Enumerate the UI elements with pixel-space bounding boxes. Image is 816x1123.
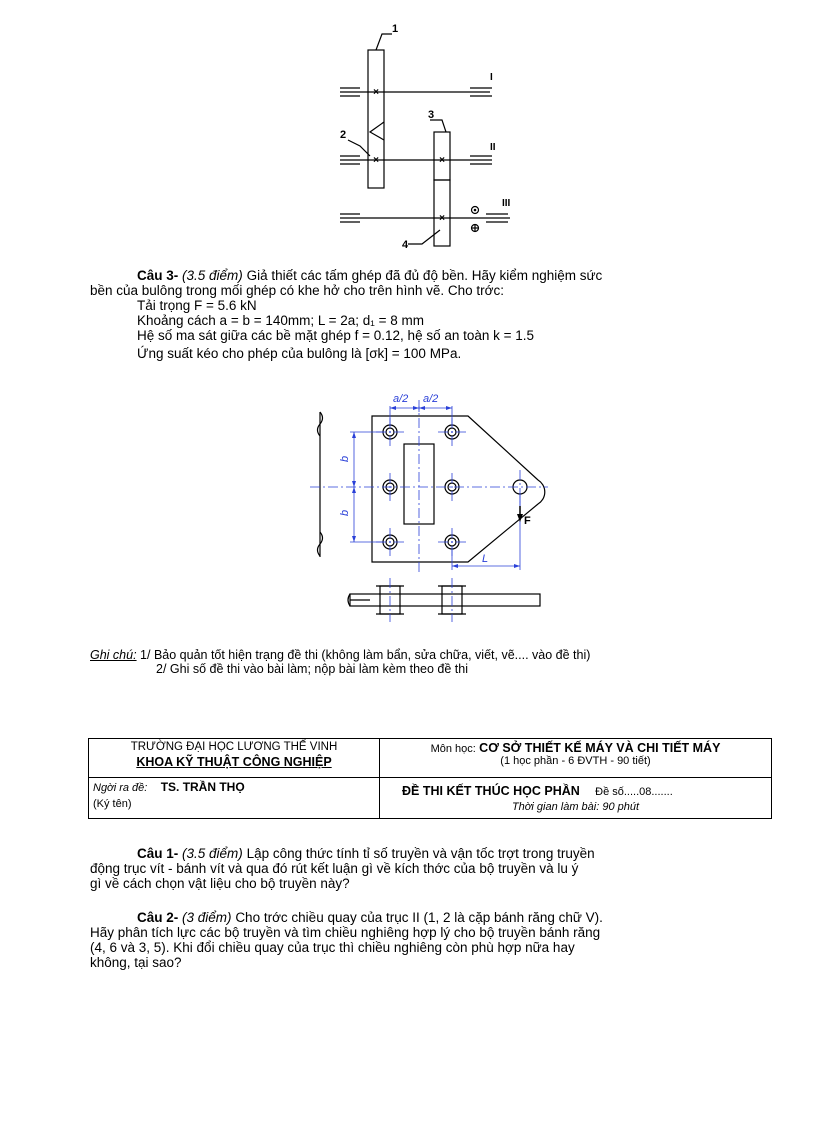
force-label: F — [524, 515, 531, 527]
question-1-line2: động trục vít - bánh vít và qua đó rút kết luận gì về kích thớc của bộ truyền và lu ý — [90, 861, 579, 876]
shaft-label-3: III — [502, 198, 511, 209]
question-3-label: Câu 3- — [137, 268, 179, 283]
question-2-line3: (4, 6 và 3, 5). Khi đổi chiều quay của trục thì chiều nghiêng còn phù hợp nữa hay — [90, 940, 575, 955]
question-3 — [90, 268, 790, 361]
dim-L: L — [482, 553, 489, 565]
dim-a-half-left: a/2 — [393, 393, 409, 405]
svg-text:×: × — [373, 87, 379, 98]
gear-label-2: 2 — [340, 129, 347, 141]
question-3-line1: Giả thiết các tấm ghép đã đủ độ bền. Hãy kiểm nghiệm sức — [246, 268, 603, 283]
question-1-points: (3.5 điểm) — [182, 846, 243, 861]
shaft-label-2: II — [490, 142, 496, 153]
faculty-name: KHOA KỸ THUẬT CÔNG NGHIỆP — [136, 755, 332, 769]
question-2-line4: không, tại sao? — [90, 955, 182, 970]
question-3-stress: Ứng suất kéo cho phép của bulông là [σk] = 100 MPa. — [137, 346, 462, 361]
gear-train-diagram — [330, 20, 530, 260]
dim-b-upper: b — [339, 455, 351, 462]
question-3-load: Tải trọng F = 5.6 kN — [137, 298, 257, 313]
gear-label-3: 3 — [428, 109, 435, 121]
dim-b-lower: b — [339, 509, 351, 516]
dim-a-half-right: a/2 — [423, 393, 439, 405]
question-2-line1: Cho trớc chiều quay của trục II (1, 2 là cặp bánh răng chữ V). — [235, 910, 603, 925]
signature-note: (Ký tên) — [93, 798, 132, 810]
subject-name: CƠ SỞ THIẾT KẾ MÁY VÀ CHI TIẾT MÁY — [479, 741, 721, 755]
question-3-points: (3.5 điểm) — [182, 268, 243, 283]
author-name: TS. TRẦN THỌ — [160, 780, 245, 794]
author-label: Ngời ra đề: — [93, 782, 148, 794]
subject-label: Môn học: — [430, 743, 476, 755]
gear-label-1: 1 — [392, 23, 399, 35]
subject-credits: (1 học phần - 6 ĐVTH - 90 tiết) — [500, 755, 651, 767]
question-2-line2: Hãy phân tích lực các bộ truyền và tìm chiều nghiêng hợp lý cho bộ truyền bánh răng — [90, 925, 601, 940]
bolted-joint-diagram — [310, 382, 550, 632]
note-1: 1/ Bảo quản tốt hiện trạng đề thi (không làm bẩn, sửa chữa, viết, vẽ.... vào đề thi) — [140, 648, 591, 662]
notes-label: Ghi chú: — [90, 648, 137, 662]
svg-text:×: × — [373, 155, 379, 166]
gear-label-4: 4 — [402, 239, 409, 251]
exam-number: Đề số.....08....... — [595, 786, 673, 798]
note-2: 2/ Ghi số đề thi vào bài làm; nộp bài làm kèm theo đề thi — [156, 662, 468, 676]
exam-header-table — [88, 738, 772, 819]
question-1-label: Câu 1- — [137, 846, 179, 861]
school-name: TRƯỜNG ĐẠI HỌC LƯƠNG THẾ VINH — [130, 741, 338, 753]
question-1-line3: gì về cách chọn vật liệu cho bộ truyền này? — [90, 876, 350, 891]
question-2 — [90, 910, 790, 970]
svg-text:×: × — [439, 213, 445, 224]
svg-text:×: × — [439, 155, 445, 166]
question-1 — [90, 846, 790, 891]
shaft-label-1: I — [490, 72, 493, 83]
question-2-label: Câu 2- — [137, 910, 179, 925]
notes — [90, 648, 790, 676]
question-2-points: (3 điểm) — [182, 910, 232, 925]
exam-title: ĐỀ THI KẾT THÚC HỌC PHẦN — [402, 784, 580, 798]
question-3-distance: Khoảng cách a = b = 140mm; L = 2a; d₁ = 8 mm — [137, 313, 424, 328]
question-3-friction: Hệ số ma sát giữa các bề mặt ghép f = 0.12, hệ số an toàn k = 1.5 — [137, 328, 535, 343]
question-1-line1: Lập công thức tính tỉ số truyền và vận tốc trợt trong truyền — [246, 846, 595, 861]
question-3-line2: bền của bulông trong mối ghép có khe hở cho trên hình vẽ. Cho trớc: — [90, 283, 504, 298]
exam-time: Thời gian làm bài: 90 phút — [511, 801, 640, 813]
